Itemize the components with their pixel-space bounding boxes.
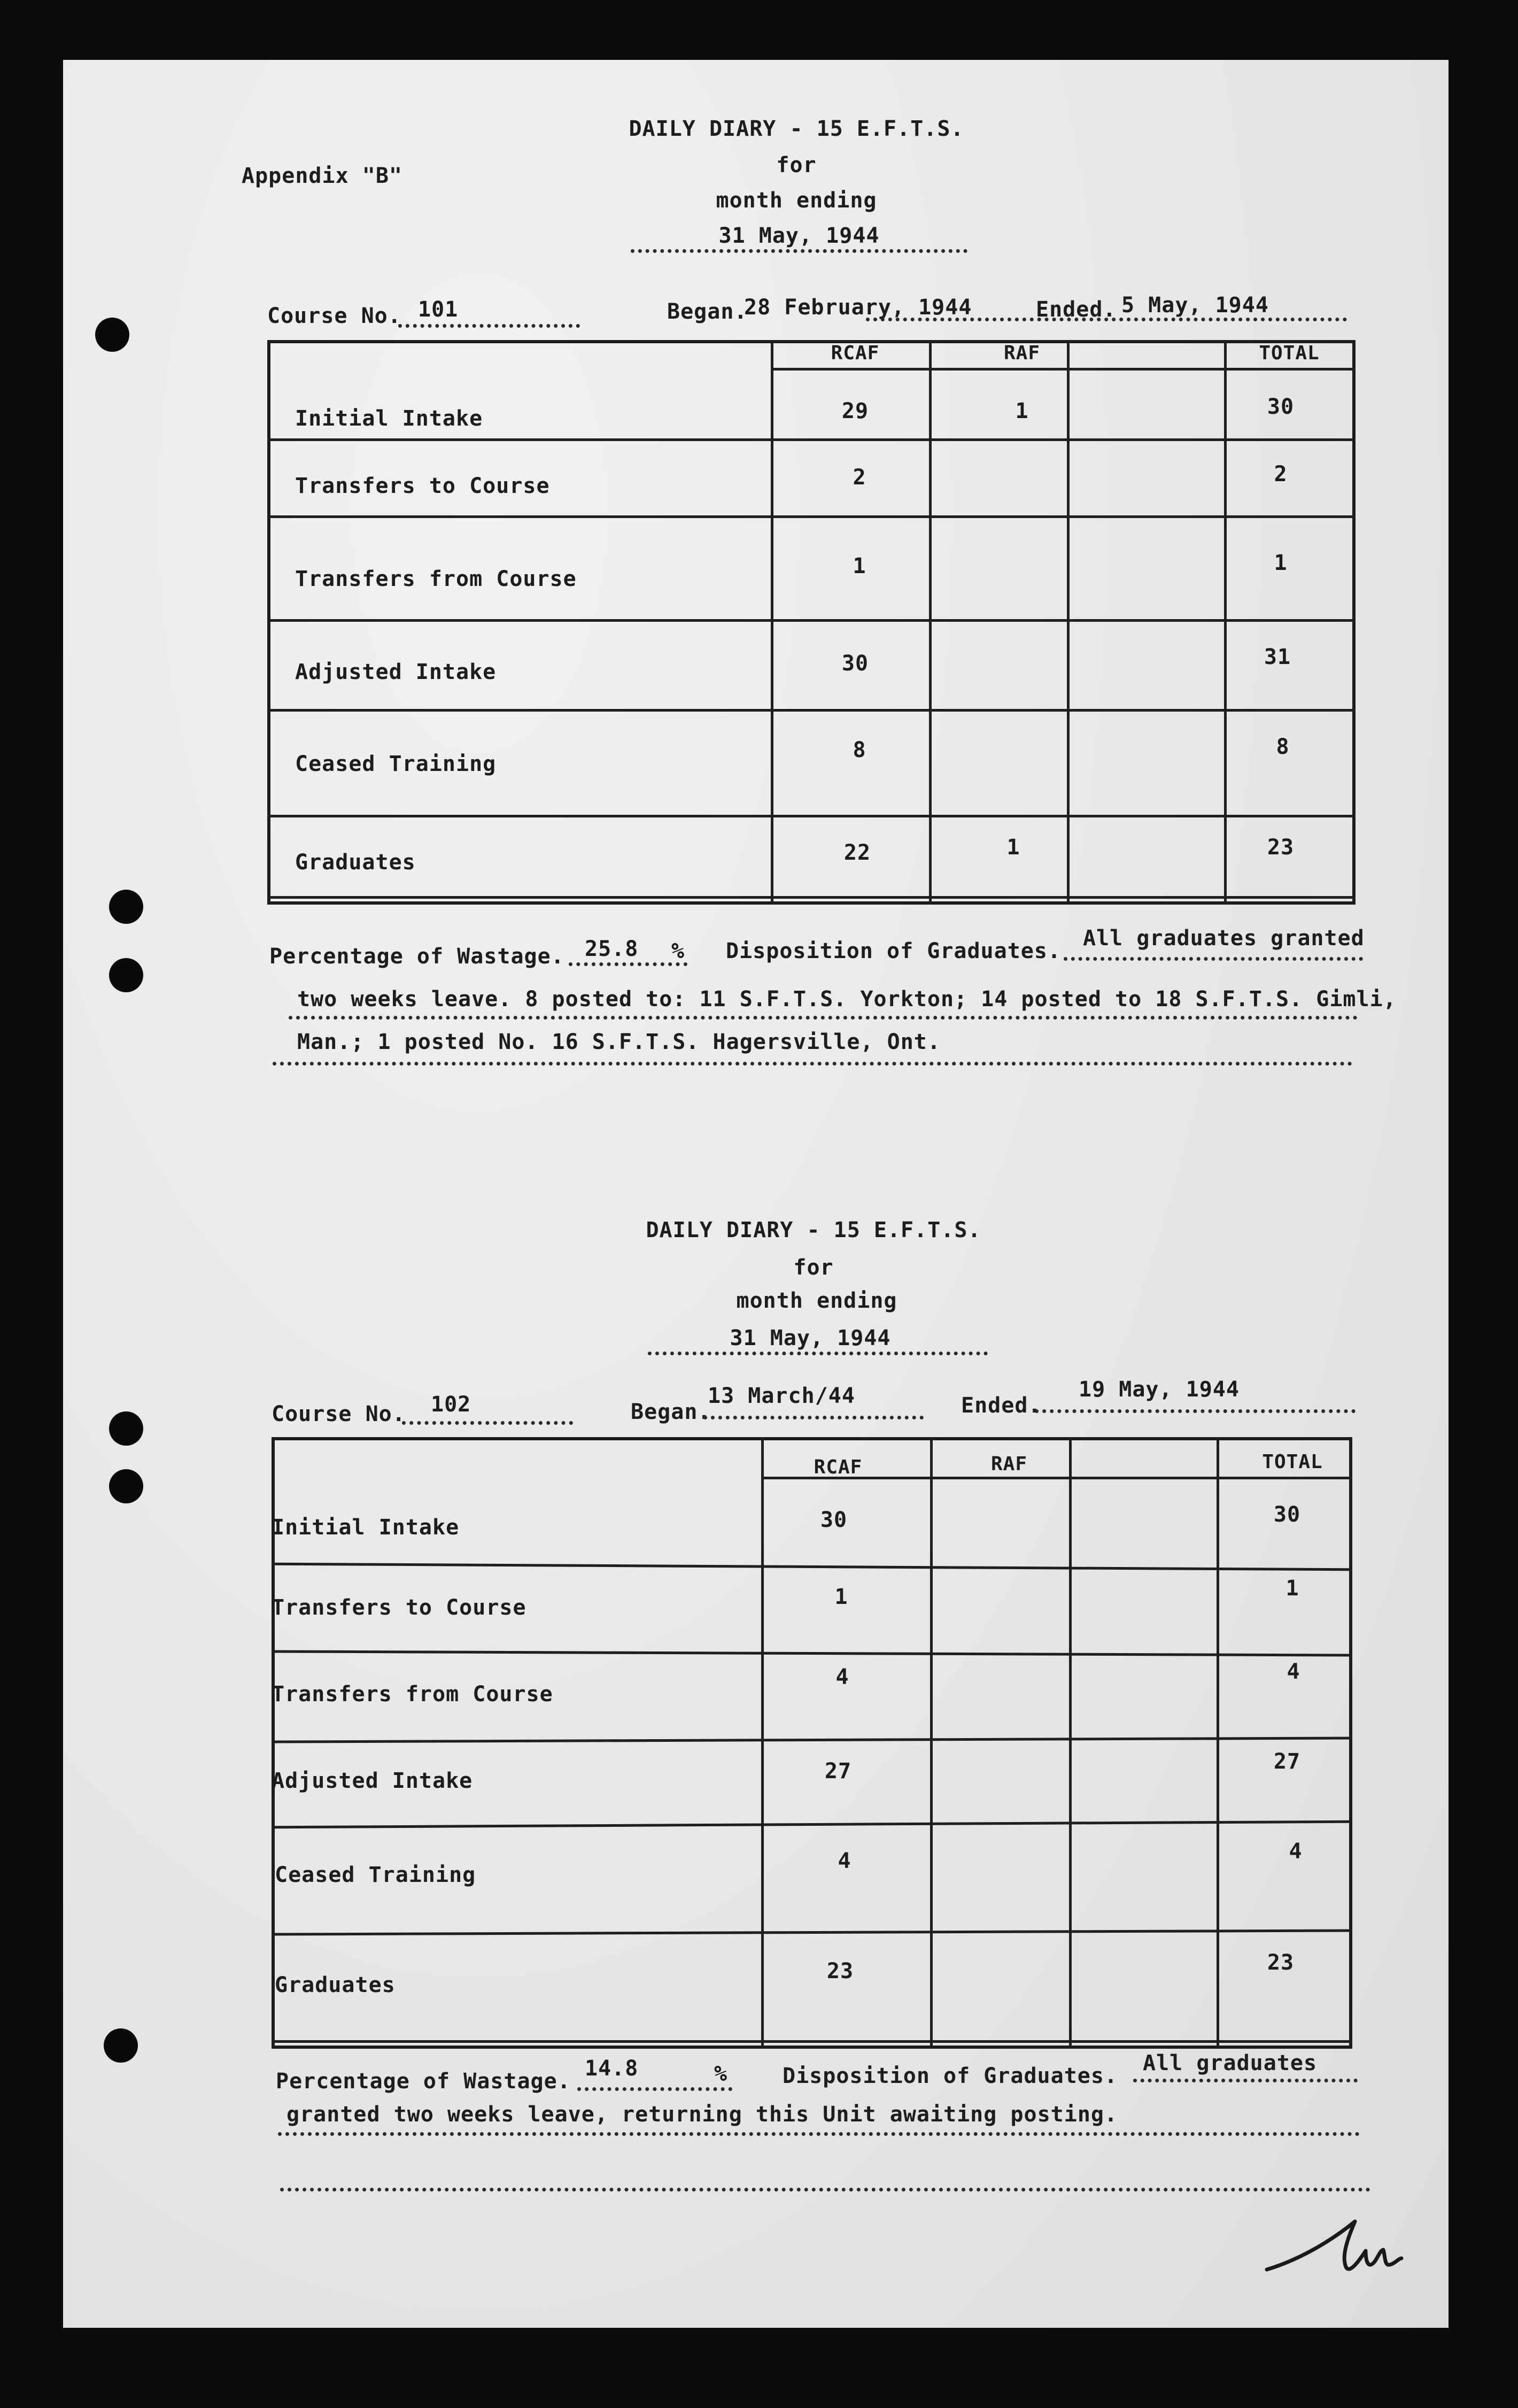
row-label: Transfers from Course (295, 567, 577, 591)
cell-value: 29 (841, 399, 869, 423)
wastage-value: 25.8 (585, 937, 639, 961)
cell-value: 1 (834, 1585, 848, 1609)
binder-hole (109, 1411, 143, 1446)
course-label: Course No. (267, 304, 401, 328)
wastage-label: Percentage of Wastage. (269, 944, 564, 969)
disposition-dotted-line (1064, 957, 1363, 961)
binder-hole (109, 958, 143, 992)
cell-value: 30 (841, 651, 869, 676)
wastage-label: Percentage of Wastage. (276, 2069, 571, 2094)
diary-for: for (776, 153, 817, 177)
cell-value: 31 (1264, 645, 1291, 669)
course-dotted-line (398, 324, 580, 328)
disposition-line: All graduates granted (1083, 926, 1365, 951)
disposition-label: Disposition of Graduates. (726, 939, 1062, 963)
diary-month-ending: month ending (716, 188, 877, 213)
wastage-dotted-line (569, 962, 687, 966)
row-label: Transfers to Course (272, 1595, 526, 1620)
column-header: RAF (1003, 342, 1041, 364)
cell-value: 30 (1267, 395, 1295, 419)
cell-value: 4 (1287, 1660, 1300, 1684)
row-label: Graduates (295, 850, 416, 875)
cell-value: 1 (1285, 1576, 1299, 1601)
disposition-dotted-line (273, 1062, 1352, 1066)
diary-for: for (793, 1255, 834, 1280)
disposition-dotted-line (280, 2188, 1370, 2191)
row-label: Adjusted Intake (295, 660, 497, 684)
disposition-dotted-line (289, 1016, 1358, 1020)
cell-value: 27 (1273, 1749, 1301, 1774)
row-label: Initial Intake (272, 1515, 460, 1540)
cell-value: 1 (1015, 399, 1029, 423)
disposition-line: Man.; 1 posted No. 16 S.F.T.S. Hagersville, Ont. (297, 1030, 941, 1054)
course-number: 102 (431, 1392, 471, 1417)
ended-label: Ended. (1036, 297, 1117, 322)
ended-date: 5 May, 1944 (1121, 293, 1269, 318)
diary-title: DAILY DIARY - 15 E.F.T.S. (646, 1218, 981, 1242)
diary-title: DAILY DIARY - 15 E.F.T.S. (629, 117, 964, 141)
column-header: TOTAL (1262, 1451, 1323, 1473)
row-label: Transfers to Course (295, 474, 550, 498)
binder-hole (104, 2028, 138, 2063)
began-date: 28 February, 1944 (744, 295, 972, 320)
wastage-value: 14.8 (585, 2056, 639, 2081)
cell-value: 1 (1006, 835, 1020, 860)
cell-value: 23 (1267, 835, 1295, 860)
ended-dotted-line (1035, 1409, 1356, 1413)
diary-date: 31 May, 1944 (730, 1326, 891, 1350)
row-label: Ceased Training (275, 1863, 476, 1887)
began-dotted-line (703, 1416, 924, 1419)
ended-label: Ended. (961, 1393, 1042, 1418)
row-label: Adjusted Intake (272, 1769, 473, 1793)
ended-date: 19 May, 1944 (1079, 1377, 1240, 1402)
cell-value: 4 (835, 1665, 849, 1689)
binder-hole (95, 318, 129, 352)
diary-date: 31 May, 1944 (718, 223, 880, 248)
row-label: Initial Intake (295, 406, 483, 431)
cell-value: 30 (820, 1508, 848, 1532)
date-dotted-line (631, 249, 967, 253)
date-dotted-line (648, 1352, 988, 1355)
row-label: Transfers from Course (272, 1682, 553, 1707)
column-header: RCAF (831, 342, 880, 364)
binder-hole (109, 890, 143, 924)
column-header: TOTAL (1259, 342, 1320, 364)
course-dotted-line (402, 1421, 573, 1425)
cell-value: 23 (826, 1959, 854, 1983)
appendix-label: Appendix "B" (242, 164, 402, 188)
cell-value: 4 (1289, 1839, 1303, 1864)
disposition-line: two weeks leave. 8 posted to: 11 S.F.T.S. Yorkton; 14 posted to 18 S.F.T.S. Gimli, (297, 987, 1397, 1012)
cell-value: 23 (1267, 1950, 1295, 1975)
cell-value: 2 (853, 465, 866, 490)
cell-value: 30 (1273, 1502, 1301, 1527)
cell-value: 2 (1274, 462, 1288, 487)
binder-hole (109, 1469, 143, 1503)
column-header: RCAF (814, 1456, 863, 1478)
disposition-line: All graduates (1143, 2051, 1318, 2075)
cell-value: 1 (1274, 551, 1288, 575)
cell-value: 27 (824, 1759, 852, 1784)
diary-month-ending: month ending (736, 1288, 897, 1313)
began-date: 13 March/44 (708, 1384, 855, 1408)
course-label: Course No. (272, 1402, 406, 1426)
row-label: Graduates (275, 1973, 396, 1997)
began-label: Began. (631, 1400, 711, 1424)
disposition-line: granted two weeks leave, returning this Unit awaiting posting. (286, 2102, 1118, 2127)
cell-value: 1 (853, 554, 866, 578)
row-label: Ceased Training (295, 752, 497, 776)
disposition-dotted-line (1133, 2079, 1358, 2082)
cell-value: 8 (853, 738, 866, 762)
disposition-label: Disposition of Graduates. (783, 2064, 1118, 2088)
cell-value: 8 (1276, 735, 1290, 759)
percent-sign: % (671, 939, 685, 963)
cell-value: 22 (843, 840, 871, 865)
handwritten-signature (1261, 2208, 1416, 2288)
cell-value: 4 (838, 1849, 851, 1873)
course-number: 101 (418, 297, 459, 322)
dates-dotted-line (866, 318, 1347, 321)
disposition-dotted-line (278, 2132, 1360, 2136)
wastage-dotted-line (577, 2087, 732, 2091)
began-label: Began. (667, 299, 748, 324)
percent-sign: % (714, 2062, 728, 2086)
column-header: RAF (990, 1453, 1028, 1475)
